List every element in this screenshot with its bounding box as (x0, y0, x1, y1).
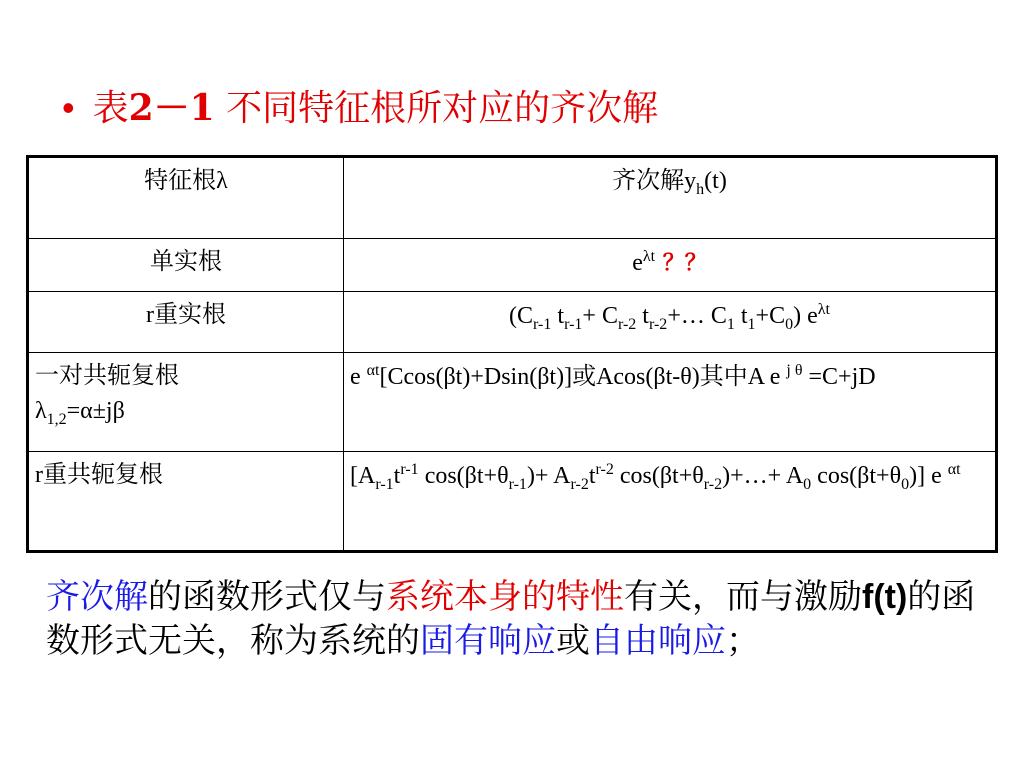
table-row (28, 292, 997, 353)
term-free-response: 自由响应 (590, 621, 726, 661)
formula-fragment: 或 (556, 621, 590, 661)
formula-fragment: λt (817, 301, 830, 318)
bullet-icon: • (62, 87, 75, 128)
table-header-row (28, 157, 997, 239)
term-homogeneous: 齐次解 (46, 577, 148, 617)
formula-fragment: (C (509, 303, 534, 329)
title-number: 2－1 (128, 87, 215, 129)
formula-fragment: r-1 (400, 461, 419, 478)
root-single-real: 单实根 (28, 239, 344, 292)
formula-fragment: ) e (793, 303, 818, 329)
formula-fragment: 0 (901, 475, 910, 493)
formula-fragment: + C (582, 303, 618, 329)
formula-fragment: 1 (726, 315, 735, 333)
e-exponent: λt (642, 248, 656, 265)
formula-fragment: )+ A (526, 463, 571, 489)
formula-fragment: )] e (909, 463, 948, 489)
title-prefix: 表 (92, 88, 129, 129)
formula-fragment: cos(βt+θ (613, 463, 704, 489)
header-solution-suffix: (t) (704, 168, 727, 194)
formula-fragment: ； (726, 621, 760, 661)
formula-fragment: =α±jβ (66, 397, 125, 424)
formula-fragment: r-1 (564, 315, 583, 333)
roots-table (26, 155, 998, 553)
formula-fragment: t (734, 303, 748, 329)
root-repeated-conjugate: r重共轭复根 (28, 452, 344, 552)
formula-fragment: cos(βt+θ (811, 463, 902, 489)
e-base: e (632, 250, 643, 276)
formula-fragment: =C+jD (802, 364, 876, 390)
formula-fragment: t (393, 463, 401, 489)
formula-fragment: 的函数形式无关，称为系统的 (46, 577, 976, 661)
solution-repeated-conjugate (344, 452, 997, 552)
formula-fragment: 有关，而与激励 (624, 577, 862, 617)
formula-fragment: j θ (786, 362, 803, 379)
header-solution (344, 157, 997, 239)
formula-fragment: t (588, 463, 596, 489)
summary-paragraph (46, 575, 976, 663)
formula-fragment: [Ccos(βt)+Dsin(βt)]或Acos(βt-θ)其中A e (379, 364, 787, 390)
formula-fragment: r-2 (703, 475, 723, 493)
title-text: 不同特征根所对应的齐次解 (214, 88, 659, 129)
table-row (28, 239, 997, 292)
formula-fragment: 1 (747, 315, 756, 333)
term-system-property: 系统本身的特性 (386, 577, 624, 617)
formula-fragment: r-2 (595, 461, 614, 478)
formula-fragment: λ (35, 397, 47, 424)
formula-fragment: r-2 (648, 315, 668, 333)
formula-fragment: cos(βt+θ (418, 463, 509, 489)
root-conjugate-label: 一对共轭复根 (35, 363, 179, 389)
formula-fragment: +C (755, 303, 786, 329)
question-marks: ？？ (655, 251, 707, 276)
formula-fragment: r-2 (570, 475, 589, 493)
slide-title (62, 80, 658, 131)
term-natural-response: 固有响应 (420, 621, 556, 661)
table-row (28, 353, 997, 452)
table-row (28, 452, 997, 552)
formula-fragment: )+…+ A (722, 463, 804, 489)
solution-conjugate-pair (344, 353, 997, 452)
header-root: 特征根λ (28, 157, 344, 239)
formula-fragment: αt (366, 362, 380, 379)
formula-fragment: t (551, 303, 565, 329)
formula-fragment: 1,2 (46, 410, 67, 428)
formula-fragment: e (350, 364, 367, 390)
header-solution-label: 齐次解y (612, 168, 697, 194)
formula-fragment: 的函数形式仅与 (148, 577, 386, 617)
formula-fragment: r-1 (533, 315, 552, 333)
formula-fragment: r-1 (508, 475, 527, 493)
formula-fragment: [A (350, 463, 376, 489)
solution-repeated-real (344, 292, 997, 353)
formula-fragment: 0 (785, 315, 794, 333)
formula-fragment: 0 (803, 475, 812, 493)
term-excitation: f(t) (862, 578, 908, 616)
formula-fragment: +… C (667, 303, 727, 329)
root-conjugate-pair (28, 353, 344, 452)
root-repeated-real: r重实根 (28, 292, 344, 353)
formula-fragment: αt (947, 461, 961, 478)
formula-fragment: r-2 (617, 315, 637, 333)
formula-fragment: t (636, 303, 649, 329)
solution-single-real (344, 239, 997, 292)
formula-fragment: r-1 (375, 475, 394, 493)
header-solution-sub: h (696, 180, 705, 198)
